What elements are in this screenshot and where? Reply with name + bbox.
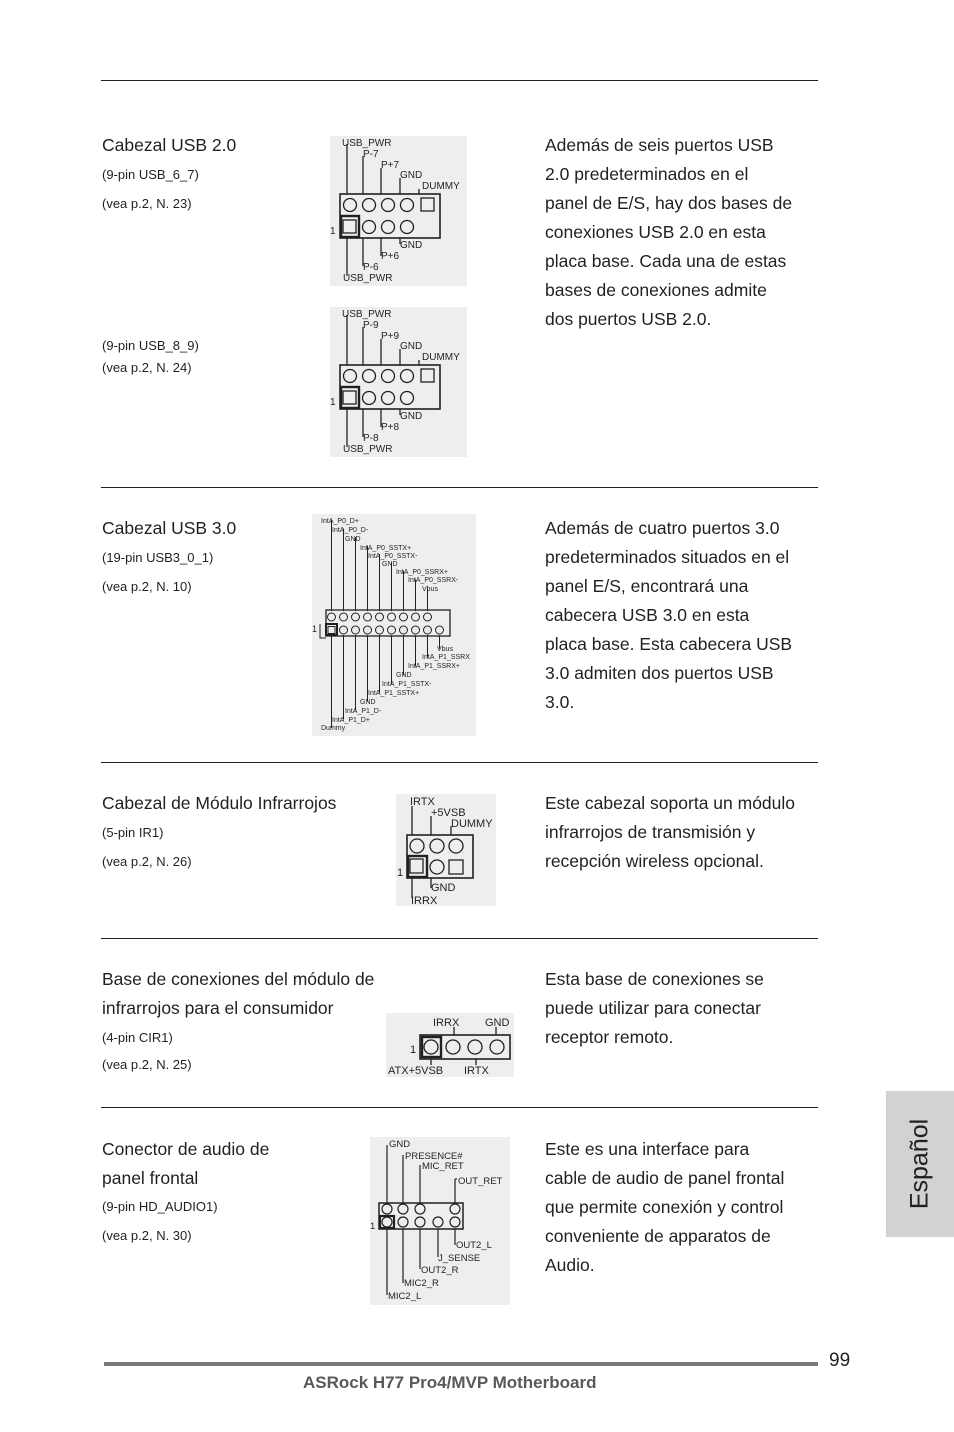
out2-r-label: OUT2_R <box>421 1265 459 1276</box>
pin1-label: 1 <box>410 1044 417 1056</box>
usb3-bottom-label: GND <box>396 672 412 679</box>
mic-ret-label: MIC_RET <box>422 1161 464 1172</box>
j-sense-label: J_SENSE <box>438 1253 481 1264</box>
usb3-bottom-label: IntA_P1_D- <box>345 708 382 715</box>
pin1-label: 1 <box>330 226 336 237</box>
pin-label: P-9 <box>363 320 379 331</box>
usb3-top-label: IntA_P0_SSRX- <box>408 577 459 584</box>
usb2-ref-1: (vea p.2, N. 23) <box>102 196 192 211</box>
mic2-l-label: MIC2_L <box>388 1291 422 1302</box>
pin1-label: 1 <box>312 624 318 634</box>
usb3-bottom-label: IntA_P1_SSRX <box>422 654 470 661</box>
footer-rule <box>104 1362 818 1366</box>
cir-header-diagram <box>386 1013 514 1077</box>
usb2-pin-label-1: (9-pin USB_6_7) <box>102 167 199 182</box>
gnd-label: GND <box>400 411 423 422</box>
usb3-top-label: IntA_P0_D+ <box>321 518 359 525</box>
usb3-bottom-label: Vbus <box>437 646 453 653</box>
section-divider <box>101 1107 818 1108</box>
desc-line: panel E/S, encontrará una <box>545 576 749 596</box>
vsb-label: +5VSB <box>431 807 466 819</box>
pin-label: P-7 <box>363 149 379 160</box>
desc-line: 3.0 admiten dos puertos USB <box>545 663 774 683</box>
desc-line: predeterminados situados en el <box>545 547 790 567</box>
usb3-top-label: IntA_P0_SSTX+ <box>360 545 412 552</box>
cir-ref: (vea p.2, N. 25) <box>102 1057 192 1072</box>
audio-header-diagram <box>370 1137 510 1305</box>
desc-line: Audio. <box>545 1255 595 1275</box>
dummy-label: DUMMY <box>422 352 460 363</box>
irrx-label: IRRX <box>433 1017 460 1029</box>
usb3-top-label: IntA_P0_SSRX+ <box>396 569 448 576</box>
audio-pin-label: (9-pin HD_AUDIO1) <box>102 1199 218 1214</box>
pin-label: P+7 <box>381 160 400 171</box>
desc-line: placa base. Esta cabecera USB <box>545 634 793 654</box>
out2-l-label: OUT2_L <box>456 1240 492 1251</box>
audio-title-line-1: Conector de audio de <box>102 1139 270 1159</box>
cir-title-line-1: Base de conexiones del módulo de <box>102 969 375 989</box>
ir-pin-label: (5-pin IR1) <box>102 825 164 840</box>
usb2-header-diagram-a <box>330 136 467 286</box>
desc-line: recepción wireless opcional. <box>545 851 764 871</box>
ir-title: Cabezal de Módulo Infrarrojos <box>102 793 337 813</box>
section-divider <box>101 938 818 939</box>
usb2-description <box>545 131 825 334</box>
usb3-description <box>545 514 825 717</box>
usb3-top-label: Vbus <box>422 586 438 593</box>
desc-line: Este cabezal soporta un módulo <box>545 793 796 813</box>
usb3-bottom-label: Dummy <box>321 725 346 732</box>
language-side-tab <box>886 1091 954 1237</box>
desc-line: Además de seis puertos USB <box>545 135 774 155</box>
cir-description <box>545 965 825 1052</box>
gnd-label: GND <box>400 170 423 181</box>
ir-ref: (vea p.2, N. 26) <box>102 854 192 869</box>
desc-line: dos puertos USB 2.0. <box>545 309 712 329</box>
audio-description <box>545 1135 825 1280</box>
top-rule <box>101 80 818 81</box>
pin-label: P+8 <box>381 422 400 433</box>
desc-line: receptor remoto. <box>545 1027 674 1047</box>
desc-line: conveniente de apparatos de <box>545 1226 771 1246</box>
desc-line: puede utilizar para conectar <box>545 998 761 1018</box>
usb3-pin-label: (19-pin USB3_0_1) <box>102 550 214 565</box>
usb3-top-label: IntA_P0_SSTX- <box>368 553 418 560</box>
usb3-bottom-label: IntA_P1_D+ <box>332 717 370 724</box>
gnd-label: GND <box>389 1139 411 1150</box>
desc-line: cabecera USB 3.0 en esta <box>545 605 750 625</box>
dummy-label: DUMMY <box>451 818 493 830</box>
pin1-label: 1 <box>330 397 336 408</box>
presence-label: PRESENCE# <box>405 1151 463 1162</box>
pin-label: P-6 <box>363 262 379 273</box>
irtx-label: IRTX <box>410 796 435 808</box>
section-divider <box>101 762 818 763</box>
ir-description <box>545 789 825 876</box>
desc-line: Este es una interface para <box>545 1139 750 1159</box>
usb-pwr-label: USB_PWR <box>342 138 392 149</box>
audio-ref: (vea p.2, N. 30) <box>102 1228 192 1243</box>
irrx-label: IRRX <box>411 895 438 906</box>
atx-label: ATX+5VSB <box>388 1065 444 1077</box>
gnd-label: GND <box>485 1017 510 1029</box>
usb3-bottom-label: GND <box>360 699 376 706</box>
audio-title-line-2: panel frontal <box>102 1168 199 1188</box>
usb3-bottom-label: IntA_P1_SSTX+ <box>368 690 420 697</box>
cir-title-line-2: infrarrojos para el consumidor <box>102 998 334 1018</box>
usb-pwr-label: USB_PWR <box>343 273 393 284</box>
gnd-label: GND <box>431 882 456 894</box>
section-divider <box>101 487 818 488</box>
footer-title: ASRock H77 Pro4/MVP Motherboard <box>303 1373 597 1392</box>
usb2-header-diagram-b <box>330 307 467 457</box>
desc-line: placa base. Cada una de estas <box>545 251 787 271</box>
out-ret-label: OUT_RET <box>458 1176 503 1187</box>
page-number: 99 <box>829 1350 851 1371</box>
language-tab-label: Español <box>905 1118 934 1210</box>
desc-line: cable de audio de panel frontal <box>545 1168 785 1188</box>
usb3-bottom-label: IntA_P1_SSTX- <box>382 681 432 688</box>
desc-line: infrarrojos de transmisión y <box>545 822 756 842</box>
usb3-bottom-label: IntA_P1_SSRX+ <box>408 663 460 670</box>
usb-pwr-label: USB_PWR <box>342 309 392 320</box>
usb3-top-label: GND <box>345 536 361 543</box>
pin1-label: 1 <box>397 867 404 879</box>
mic2-r-label: MIC2_R <box>404 1278 439 1289</box>
desc-line: conexiones USB 2.0 en esta <box>545 222 766 242</box>
pin-label: P-8 <box>363 433 379 444</box>
desc-line: panel de E/S, hay dos bases de <box>545 193 793 213</box>
usb2-ref-2: (vea p.2, N. 24) <box>102 360 192 375</box>
ir-header-diagram <box>396 794 496 906</box>
desc-line: 2.0 predeterminados en el <box>545 164 749 184</box>
gnd-label: GND <box>400 240 423 251</box>
usb3-ref: (vea p.2, N. 10) <box>102 579 192 594</box>
desc-line: bases de conexiones admite <box>545 280 767 300</box>
desc-line: Además de cuatro puertos 3.0 <box>545 518 780 538</box>
pin-label: P+9 <box>381 331 400 342</box>
desc-line: 3.0. <box>545 692 575 712</box>
usb2-pin-label-2: (9-pin USB_8_9) <box>102 338 199 353</box>
irtx-label: IRTX <box>464 1065 489 1077</box>
usb-pwr-label: USB_PWR <box>343 444 393 455</box>
usb3-top-label: GND <box>382 561 398 568</box>
desc-line: Esta base de conexiones se <box>545 969 764 989</box>
usb3-header-diagram <box>312 514 476 736</box>
dummy-label: DUMMY <box>422 181 460 192</box>
usb3-title: Cabezal USB 3.0 <box>102 518 237 538</box>
gnd-label: GND <box>400 341 423 352</box>
cir-pin-label: (4-pin CIR1) <box>102 1030 173 1045</box>
desc-line: que permite conexión y control <box>545 1197 784 1217</box>
usb3-top-label: IntA_P0_D- <box>332 527 369 534</box>
pin-label: P+6 <box>381 251 400 262</box>
usb2-title: Cabezal USB 2.0 <box>102 135 237 155</box>
pin1-label: 1 <box>370 1221 376 1232</box>
